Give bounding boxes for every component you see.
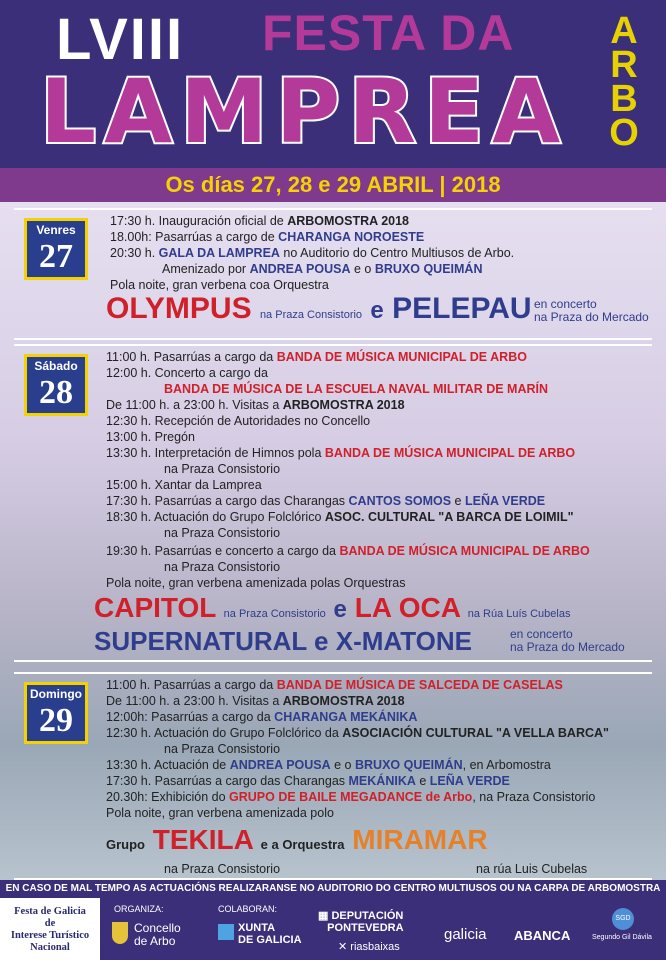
- event-line: 12:00h: Pasarrúas a cargo da CHARANGA MEKÁNIKA: [106, 710, 418, 724]
- day-badge: [24, 354, 88, 416]
- galicia-logo: galicia: [444, 926, 487, 943]
- shield-icon: [112, 922, 128, 944]
- arbo-letter: R: [610, 44, 638, 86]
- event-line: BANDA DE MÚSICA DE LA ESCUELA NAVAL MILITAR DE MARÍN: [164, 382, 549, 396]
- event-line: na Praza Consistorio: [164, 462, 281, 476]
- day-sunday: [14, 672, 652, 880]
- day-number: 28: [39, 374, 73, 411]
- footer: [0, 898, 666, 960]
- event-line: 15:00 h. Xantar da Lamprea: [106, 478, 262, 492]
- event-line: De 11:00 h. a 23:00 h. Visitas a ARBOMOSTRA 2018: [106, 694, 405, 708]
- sgd-logo: Segundo Gil Dávila: [592, 934, 652, 941]
- day-friday: [14, 208, 652, 340]
- riasbaixas-logo: ✕ riasbaixas: [338, 941, 400, 953]
- day-badge: [24, 218, 88, 280]
- sgd-icon: SGD: [612, 908, 634, 930]
- event-line: 12:30 h. Actuación do Grupo Folclórico da ASOCIACIÓN CULTURAL "A VELLA BARCA": [106, 726, 609, 740]
- organiza-label: ORGANIZA:: [114, 904, 164, 914]
- event-line: 11:00 h. Pasarrúas a cargo da BANDA DE MÚSICA MUNICIPAL DE ARBO: [106, 350, 527, 364]
- event-line: 18.00h: Pasarrúas a cargo de CHARANGA NOROESTE: [110, 230, 425, 244]
- program-area: [0, 202, 666, 880]
- event-line: 13:30 h. Interpretación de Himnos pola BANDA DE MÚSICA MUNICIPAL DE ARBO: [106, 446, 576, 460]
- colaboran-label: COLABORAN:: [218, 904, 278, 914]
- headliner-line: OLYMPUS na Praza Consistorio e PELEPAU: [106, 292, 532, 325]
- event-line: na Praza Consistorio: [164, 862, 281, 876]
- day-number: 27: [39, 238, 73, 275]
- concello-logo: Concello de Arbo: [134, 921, 181, 948]
- header: [0, 0, 666, 170]
- arbo-vertical: [602, 10, 646, 154]
- day-name: Venres: [36, 223, 76, 237]
- day-badge: [24, 682, 88, 744]
- xunta-icon: [218, 924, 234, 940]
- event-line: 13:00 h. Pregón: [106, 430, 195, 444]
- event-line: na Praza Consistorio: [164, 742, 281, 756]
- event-line: na Praza Consistorio: [164, 526, 281, 540]
- event-line: 12:30 h. Recepción de Autoridades no Concello: [106, 414, 371, 428]
- arbo-letter: A: [610, 10, 638, 52]
- event-line: 17:30 h. Inauguración oficial de ARBOMOSTRA 2018: [110, 214, 410, 228]
- event-line: 19:30 h. Pasarrúas e concerto a cargo da BANDA DE MÚSICA MUNICIPAL DE ARBO: [106, 544, 590, 558]
- edition-title: LVIII: [56, 7, 185, 72]
- day-saturday: [14, 344, 652, 662]
- event-line: 20:30 h. GALA DA LAMPREA no Auditorio do Centro Multiusos de Arbo.: [110, 246, 515, 260]
- day-name: Sábado: [34, 359, 78, 373]
- lamprea-title: LAMPREA: [40, 60, 569, 163]
- headliner-line: SUPERNATURAL e X-MATONE: [94, 626, 472, 656]
- headliner-line: Grupo TEKILA e a Orquestra MIRAMAR: [106, 824, 488, 855]
- event-line: 13:30 h. Actuación de ANDREA POUSA e o BRUXO QUEIMÁN, en Arbomostra: [106, 758, 551, 772]
- event-line: Pola noite, gran verbena amenizada polas Orquestras: [106, 576, 406, 590]
- festa-galicia-block: Festa de Galicia de Interese Turístico Nacional: [0, 898, 100, 960]
- date-bar: Os días 27, 28 e 29 ABRIL | 2018: [0, 168, 666, 202]
- event-line: na Praza Consistorio: [164, 560, 281, 574]
- abanca-logo: ABANCA: [514, 928, 571, 943]
- festa-title: FESTA DA: [262, 5, 515, 61]
- arbo-letter: O: [609, 112, 639, 154]
- event-line: en concerto na Praza do Mercado: [534, 297, 649, 324]
- event-line: 12:00 h. Concerto a cargo da: [106, 366, 268, 380]
- headliner-line: CAPITOL na Praza Consistorio e LA OCA na Rúa Luís Cubelas: [94, 592, 571, 623]
- event-line: 20.30h: Exhibición do GRUPO DE BAILE MEGADANCE de Arbo, na Praza Consistorio: [106, 790, 596, 804]
- day-name: Domingo: [30, 687, 82, 701]
- event-line: Pola noite, gran verbena amenizada polo: [106, 806, 334, 820]
- event-line: 17:30 h. Pasarrúas a cargo das Charangas CANTOS SOMOS e LEÑA VERDE: [106, 494, 546, 508]
- event-line: Pola noite, gran verbena coa Orquestra: [110, 278, 329, 292]
- event-line: 11:00 h. Pasarrúas a cargo da BANDA DE MÚSICA DE SALCEDA DE CASELAS: [106, 678, 563, 692]
- event-line: na rúa Luis Cubelas: [476, 862, 588, 876]
- day-number: 29: [39, 702, 73, 739]
- event-line: Amenizado por ANDREA POUSA e o BRUXO QUEIMÁN: [162, 262, 483, 276]
- xunta-logo: XUNTA DE GALICIA: [238, 922, 302, 946]
- event-line: 17:30 h. Pasarrúas a cargo das Charangas MEKÁNIKA e LEÑA VERDE: [106, 774, 510, 788]
- deputacion-logo: ▦ DEPUTACIÓN PONTEVEDRA: [318, 910, 404, 934]
- event-line: 18:30 h. Actuación do Grupo Folclórico ASOC. CULTURAL "A BARCA DE LOIMIL": [106, 510, 574, 524]
- weather-notice: EN CASO DE MAL TEMPO AS ACTUACIÓNS REALIZARANSE NO AUDITORIO DO CENTRO MULTIUSOS OU NA CARPA DE ARBOMOSTRA: [0, 880, 666, 898]
- event-line: en concerto na Praza do Mercado: [510, 627, 625, 654]
- arbo-letter: B: [610, 78, 638, 120]
- event-line: De 11:00 h. a 23:00 h. Visitas a ARBOMOSTRA 2018: [106, 398, 405, 412]
